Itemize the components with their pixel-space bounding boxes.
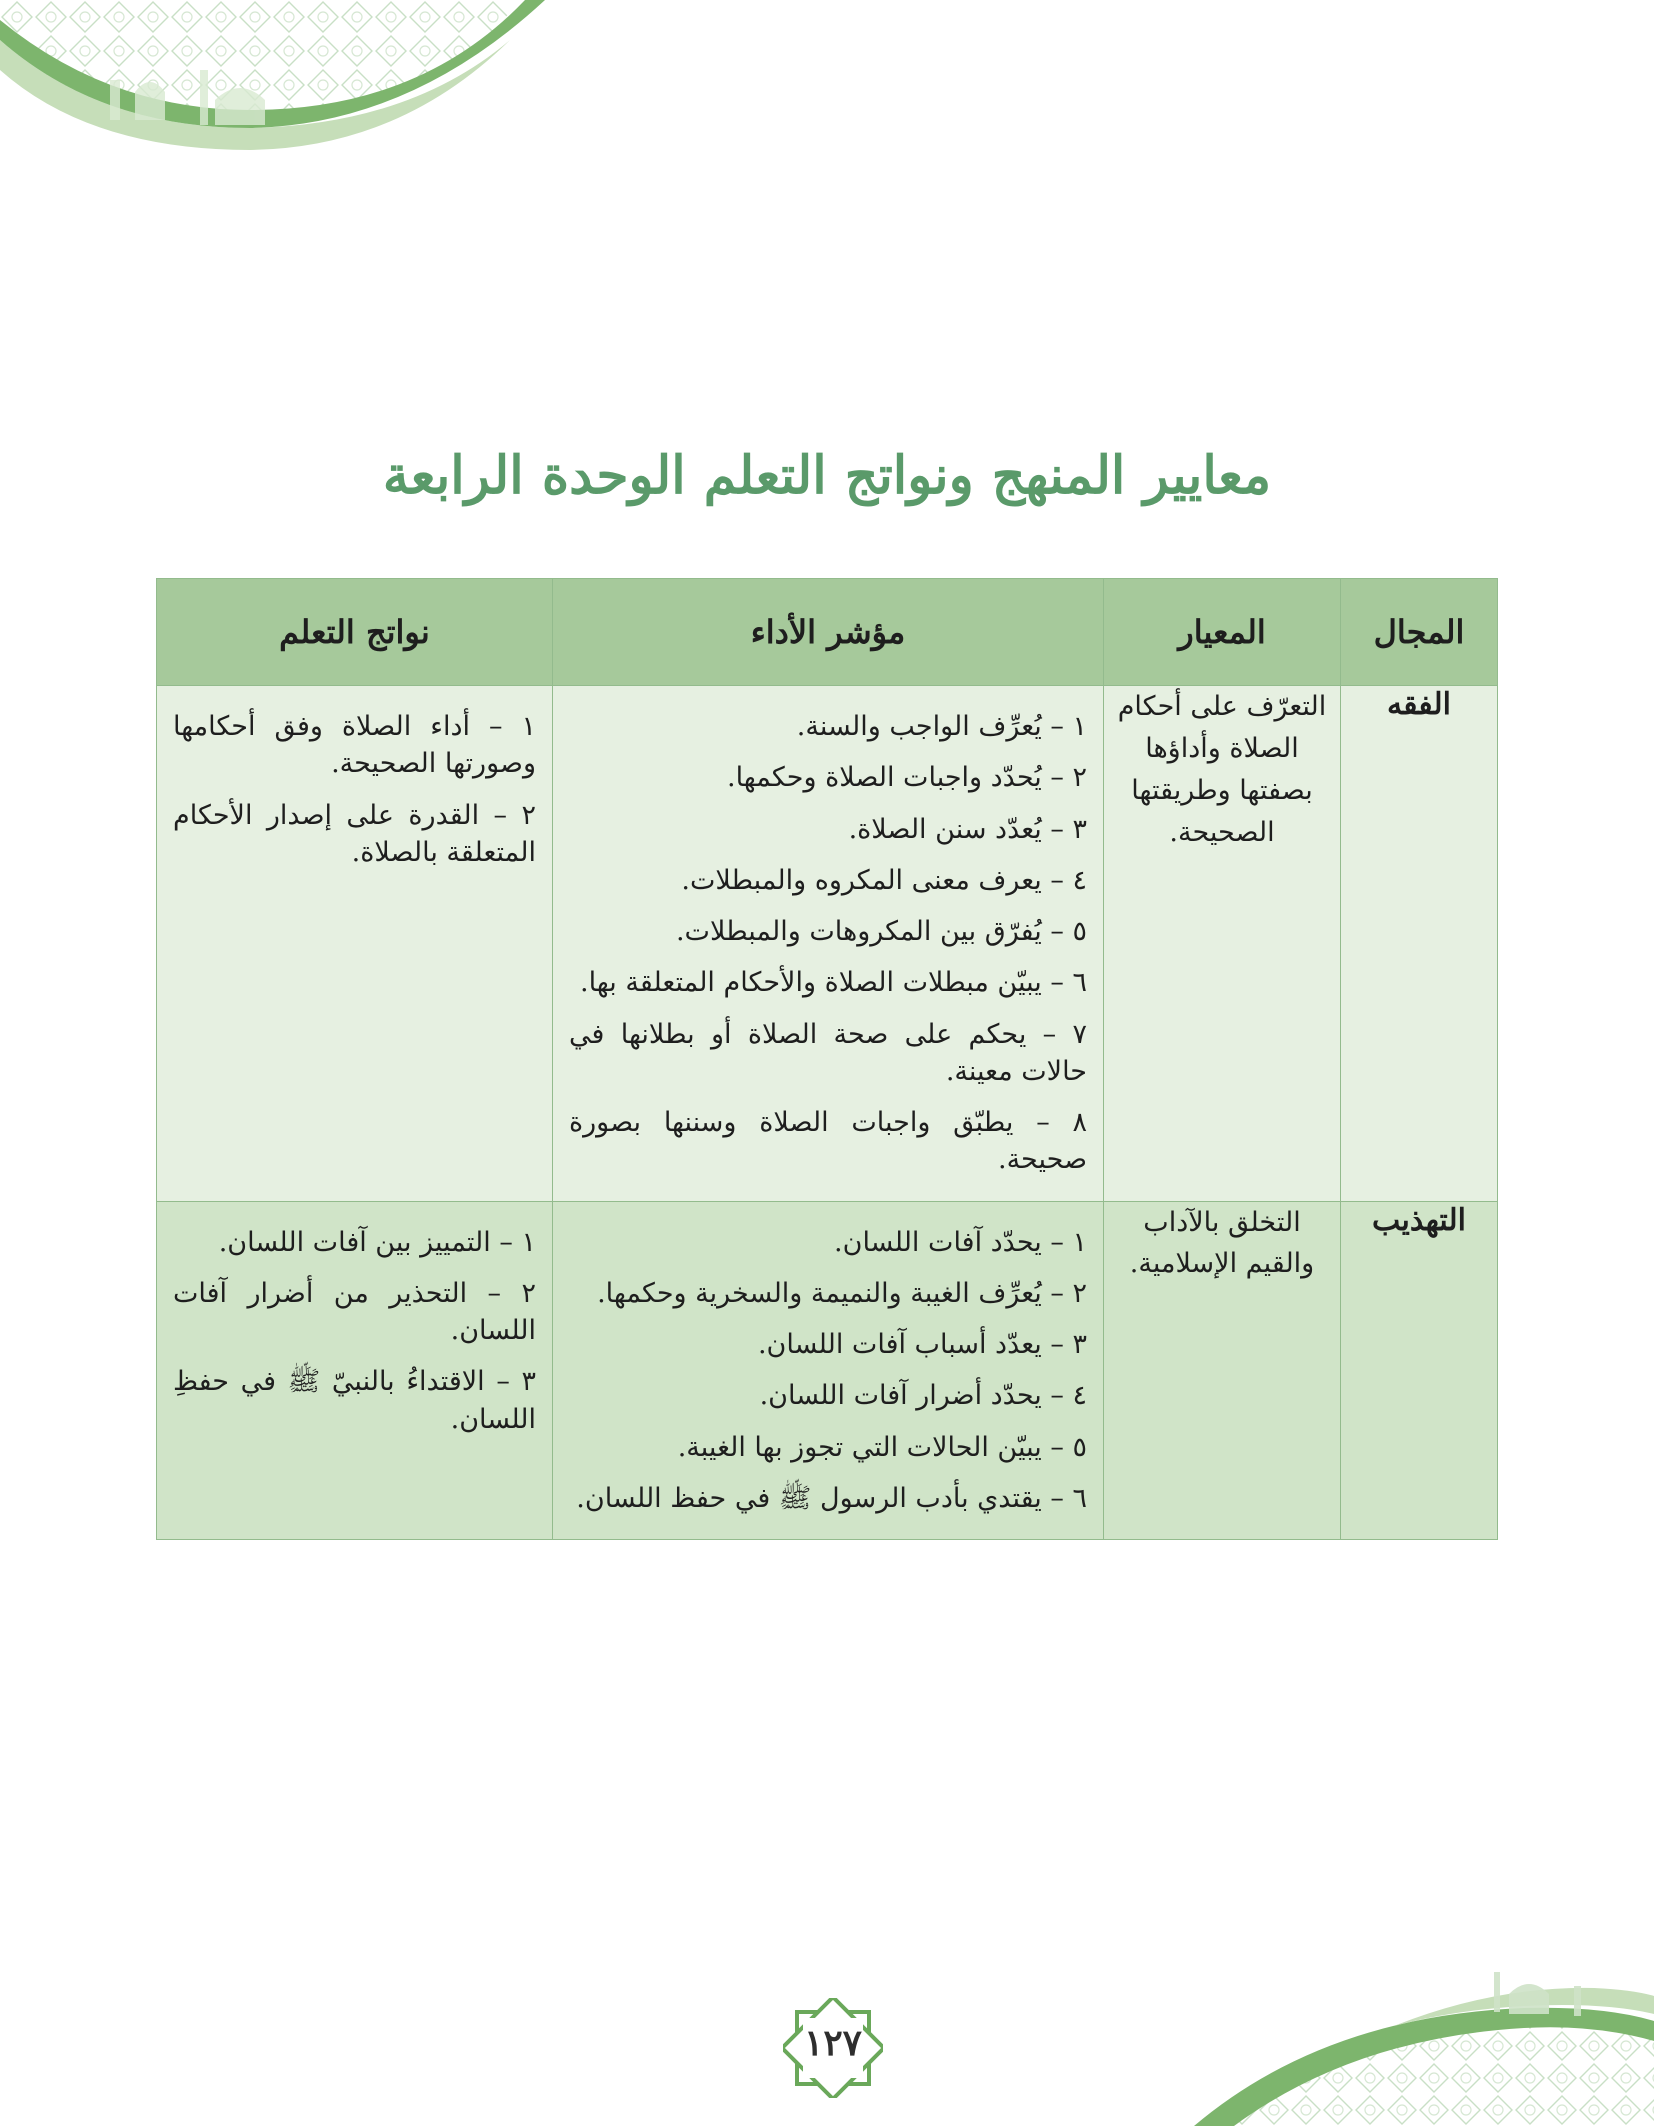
standard-cell: التخلق بالآداب والقيم الإسلامية. — [1104, 1201, 1341, 1540]
domain-cell: التهذيب — [1341, 1201, 1498, 1540]
list-item: ٧ – يحكم على صحة الصلاة أو بطلانها في حالات معينة. — [569, 1018, 1087, 1087]
table-row-fiqh — [157, 686, 1498, 1202]
page-title: معايير المنهج ونواتج التعلم الوحدة الرابعة — [382, 445, 1272, 506]
list-item: ٦ – يقتدي بأدب الرسول ﷺ في حفظ اللسان. — [576, 1482, 1087, 1514]
table-header-row — [157, 579, 1498, 686]
indicators-cell — [553, 1201, 1104, 1540]
list-item: ٢ – التحذير من أضرار آفات اللسان. — [173, 1277, 536, 1346]
domain-cell: الفقه — [1341, 686, 1498, 1202]
header-indicators: مؤشر الأداء — [553, 579, 1104, 686]
list-item: ٢ – القدرة على إصدار الأحكام المتعلقة بالصلاة. — [173, 799, 536, 868]
list-item: ٣ – يعدّد أسباب آفات اللسان. — [757, 1329, 1087, 1360]
curriculum-standards-table — [156, 578, 1498, 1540]
list-item: ٤ – يحدّد أضرار آفات اللسان. — [759, 1380, 1087, 1412]
list-item: ٤ – يعرف معنى المكروه والمبطلات. — [681, 864, 1087, 896]
list-item: ٣ – يُعدّد سنن الصلاة. — [848, 813, 1087, 845]
list-item: ٣ – الاقتداءُ بالنبيّ ﷺ في حفظِ اللسان. — [173, 1366, 536, 1435]
list-item: ٨ – يطبّق واجبات الصلاة وسننها بصورة صحيحة. — [569, 1107, 1087, 1176]
table-row-tahdhib — [157, 1201, 1498, 1540]
bottom-right-corner-decoration — [1194, 1966, 1654, 2126]
list-item: ٦ – يبيّن مبطلات الصلاة والأحكام المتعلقة بها. — [580, 967, 1087, 999]
list-item: ٢ – يُحدّد واجبات الصلاة وحكمها. — [726, 762, 1087, 794]
indicators-cell — [553, 686, 1104, 1202]
list-item: ١ – يحدّد آفات اللسان. — [834, 1226, 1087, 1258]
list-item: ٥ – يُفرّق بين المكروهات والمبطلات. — [675, 916, 1087, 947]
list-item: ٥ – يبيّن الحالات التي تجوز بها الغيبة. — [677, 1431, 1087, 1463]
header-outcomes: نواتج التعلم — [157, 579, 553, 686]
header-standard: المعيار — [1104, 579, 1341, 686]
list-item: ١ – أداء الصلاة وفق أحكامها وصورتها الصحيحة. — [173, 711, 536, 780]
top-left-corner-decoration — [0, 0, 560, 170]
outcomes-cell — [157, 1201, 553, 1540]
page-number: ١٢٧ — [803, 2022, 862, 2064]
standard-cell: التعرّف على أحكام الصلاة وأداؤها بصفتها وطريقتها الصحيحة. — [1104, 686, 1341, 1202]
list-item: ١ – يُعرِّف الواجب والسنة. — [796, 711, 1087, 742]
list-item: ١ – التمييز بين آفات اللسان. — [218, 1226, 536, 1258]
header-domain: المجال — [1341, 579, 1498, 686]
list-item: ٢ – يُعرِّف الغيبة والنميمة والسخرية وحكمها. — [597, 1277, 1087, 1309]
outcomes-cell — [157, 686, 553, 1202]
